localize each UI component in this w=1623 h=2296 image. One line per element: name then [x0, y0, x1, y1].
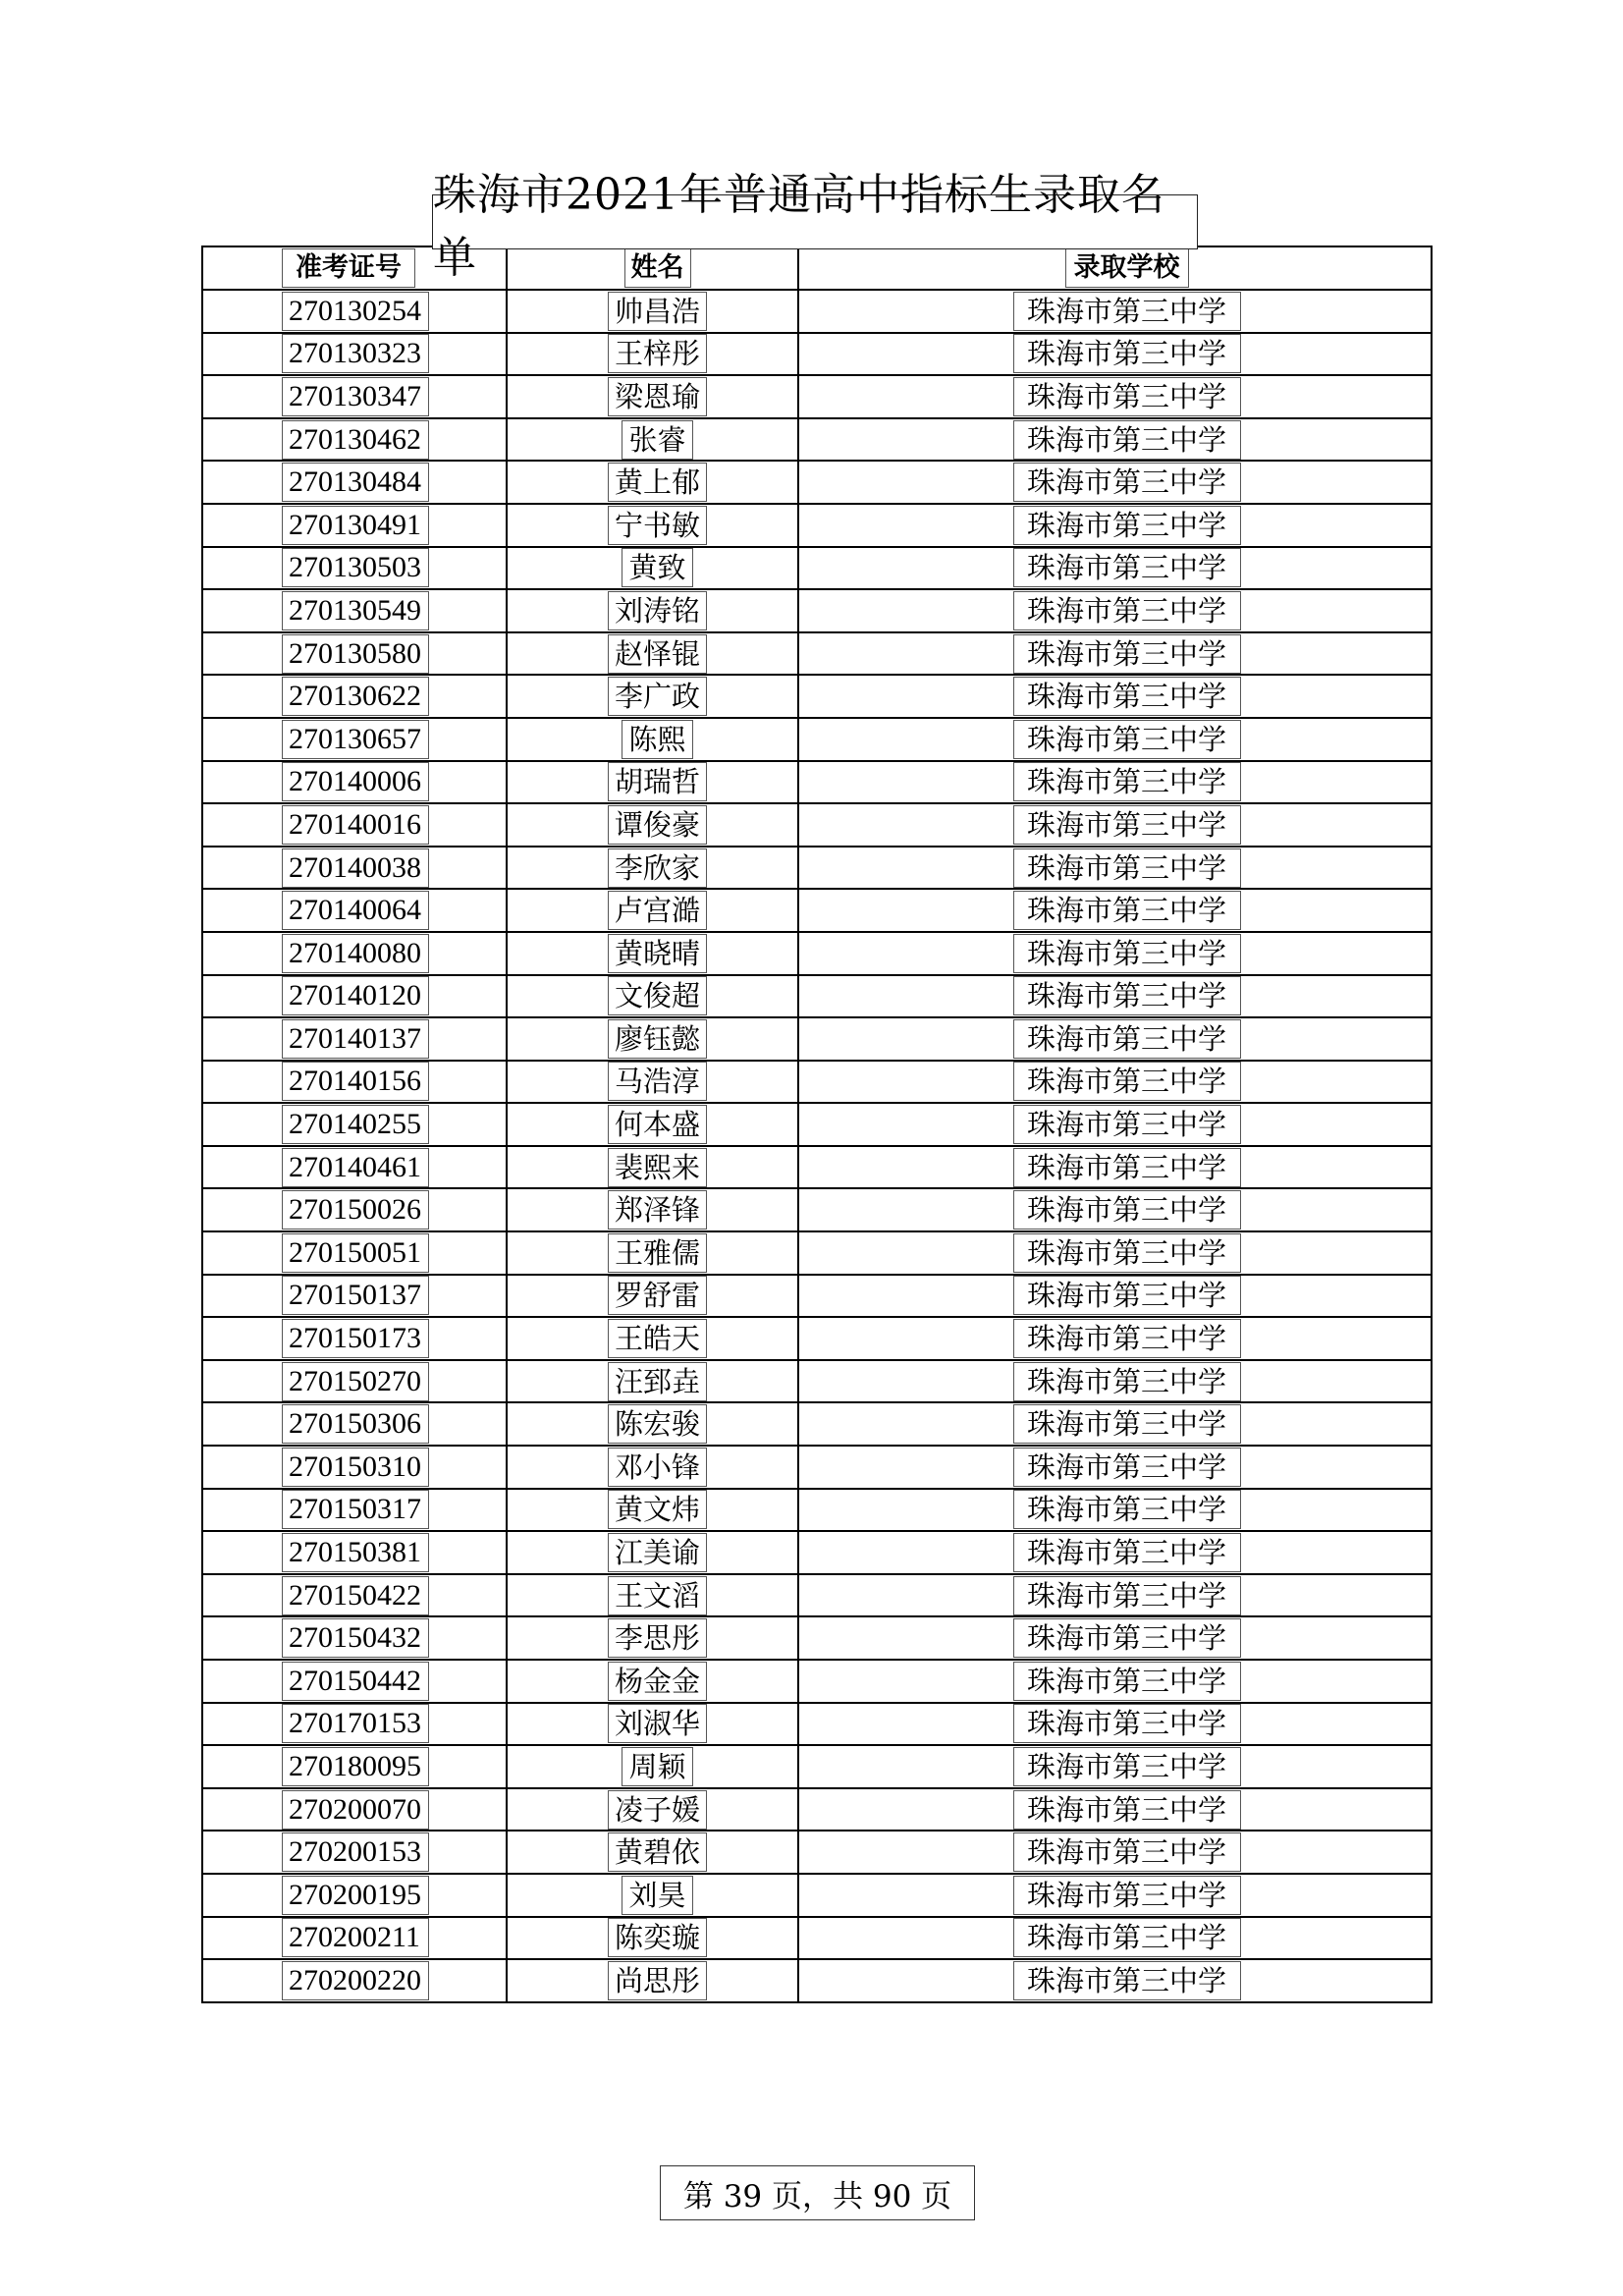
table-row — [202, 1660, 1432, 1703]
student-name-cell — [507, 1745, 798, 1788]
table-row — [202, 1616, 1432, 1660]
student-name-value: 尚思彤 — [608, 1961, 707, 2000]
exam-id-cell — [202, 1017, 507, 1061]
exam-id-value: 270140461 — [282, 1148, 429, 1187]
student-name-cell — [507, 1017, 798, 1061]
student-name-cell — [507, 1489, 798, 1532]
exam-id-value: 270130549 — [282, 591, 429, 630]
school-value: 珠海市第三中学 — [1013, 1961, 1241, 2000]
exam-id-value: 270140016 — [282, 805, 429, 845]
school-cell — [798, 1317, 1432, 1360]
student-name-value: 罗舒雷 — [608, 1276, 707, 1315]
school-value: 珠海市第三中学 — [1013, 548, 1241, 587]
student-name-value: 黄文炜 — [608, 1490, 707, 1529]
header-name-label: 姓名 — [624, 248, 691, 288]
school-value: 珠海市第三中学 — [1013, 1576, 1241, 1615]
exam-id-cell — [202, 461, 507, 504]
student-name-cell — [507, 632, 798, 676]
table-row — [202, 632, 1432, 676]
student-name-value: 刘昊 — [622, 1876, 692, 1915]
student-name-value: 陈宏骏 — [608, 1404, 707, 1444]
school-cell — [798, 889, 1432, 932]
school-cell — [798, 847, 1432, 890]
exam-id-value: 270130657 — [282, 720, 429, 759]
school-value: 珠海市第三中学 — [1013, 976, 1241, 1015]
student-name-cell — [507, 418, 798, 462]
table-row — [202, 1146, 1432, 1189]
table-row — [202, 461, 1432, 504]
exam-id-value: 270140038 — [282, 848, 429, 888]
student-name-cell — [507, 847, 798, 890]
school-cell — [798, 547, 1432, 590]
school-value: 珠海市第三中学 — [1013, 1832, 1241, 1872]
school-value: 珠海市第三中学 — [1013, 634, 1241, 674]
exam-id-value: 270150442 — [282, 1662, 429, 1701]
school-cell — [798, 1703, 1432, 1746]
exam-id-value: 270130323 — [282, 334, 429, 373]
table-row — [202, 589, 1432, 632]
student-name-value: 黄碧依 — [608, 1832, 707, 1872]
student-name-value: 廖钰懿 — [608, 1019, 707, 1059]
school-value: 珠海市第三中学 — [1013, 1918, 1241, 1957]
school-cell — [798, 675, 1432, 718]
student-name-cell — [507, 375, 798, 418]
table-row — [202, 932, 1432, 975]
student-name-cell — [507, 333, 798, 376]
school-cell — [798, 932, 1432, 975]
school-value: 珠海市第三中学 — [1013, 1790, 1241, 1830]
student-name-cell — [507, 1231, 798, 1275]
student-name-value: 黄晓晴 — [608, 934, 707, 973]
exam-id-cell — [202, 589, 507, 632]
exam-id-value: 270180095 — [282, 1747, 429, 1786]
student-name-value: 李思彤 — [608, 1618, 707, 1658]
exam-id-value: 270140080 — [282, 934, 429, 973]
exam-id-value: 270170153 — [282, 1704, 429, 1743]
table-row — [202, 1231, 1432, 1275]
student-name-value: 张睿 — [622, 420, 692, 460]
school-cell — [798, 803, 1432, 847]
school-value: 珠海市第三中学 — [1013, 463, 1241, 502]
exam-id-value: 270140137 — [282, 1019, 429, 1059]
table-row — [202, 1703, 1432, 1746]
school-cell — [798, 1874, 1432, 1917]
student-name-cell — [507, 1317, 798, 1360]
exam-id-cell — [202, 761, 507, 804]
school-cell — [798, 418, 1432, 462]
student-name-cell — [507, 675, 798, 718]
school-value: 珠海市第三中学 — [1013, 1362, 1241, 1401]
school-value: 珠海市第三中学 — [1013, 891, 1241, 930]
student-name-value: 周颖 — [622, 1747, 692, 1786]
exam-id-value: 270130254 — [282, 292, 429, 331]
school-value: 珠海市第三中学 — [1013, 677, 1241, 716]
table-row — [202, 1061, 1432, 1104]
table-row — [202, 1017, 1432, 1061]
exam-id-cell — [202, 375, 507, 418]
exam-id-cell — [202, 803, 507, 847]
table-row — [202, 333, 1432, 376]
exam-id-value: 270150173 — [282, 1319, 429, 1358]
exam-id-cell — [202, 1489, 507, 1532]
student-name-value: 文俊超 — [608, 976, 707, 1015]
table-row — [202, 1317, 1432, 1360]
exam-id-value: 270140006 — [282, 762, 429, 801]
school-value: 珠海市第三中学 — [1013, 1105, 1241, 1144]
school-value: 珠海市第三中学 — [1013, 1404, 1241, 1444]
school-cell — [798, 1360, 1432, 1403]
exam-id-cell — [202, 333, 507, 376]
table-body — [202, 246, 1432, 2002]
student-name-value: 梁恩瑜 — [608, 377, 707, 416]
school-cell — [798, 1103, 1432, 1146]
table-row — [202, 504, 1432, 547]
school-cell — [798, 761, 1432, 804]
school-value: 珠海市第三中学 — [1013, 334, 1241, 373]
school-value: 珠海市第三中学 — [1013, 1019, 1241, 1059]
student-name-value: 王皓天 — [608, 1319, 707, 1358]
table-row — [202, 1788, 1432, 1831]
student-name-cell — [507, 1874, 798, 1917]
exam-id-value: 270150381 — [282, 1533, 429, 1572]
student-name-value: 郑泽锋 — [608, 1190, 707, 1230]
student-name-value: 汪郅垚 — [608, 1362, 707, 1401]
student-name-value: 李欣家 — [608, 848, 707, 888]
student-name-value: 宁书敏 — [608, 506, 707, 545]
school-cell — [798, 1146, 1432, 1189]
school-cell — [798, 1660, 1432, 1703]
student-name-cell — [507, 932, 798, 975]
page-number: 第 39 页，共 90 页 — [660, 2165, 975, 2220]
header-school-label: 录取学校 — [1065, 248, 1189, 288]
table-row — [202, 847, 1432, 890]
table-row — [202, 290, 1432, 333]
student-name-value: 帅昌浩 — [608, 292, 707, 331]
school-cell — [798, 1745, 1432, 1788]
school-cell — [798, 461, 1432, 504]
student-name-cell — [507, 1574, 798, 1617]
school-value: 珠海市第三中学 — [1013, 848, 1241, 888]
header-exam-id-label: 准考证号 — [282, 248, 415, 288]
exam-id-cell — [202, 504, 507, 547]
table-row — [202, 1874, 1432, 1917]
exam-id-cell — [202, 1959, 507, 2002]
exam-id-cell — [202, 1574, 507, 1617]
student-name-cell — [507, 1660, 798, 1703]
exam-id-cell — [202, 889, 507, 932]
school-value: 珠海市第三中学 — [1013, 591, 1241, 630]
student-name-value: 马浩淳 — [608, 1062, 707, 1101]
school-cell — [798, 1489, 1432, 1532]
table-row — [202, 418, 1432, 462]
exam-id-value: 270140156 — [282, 1062, 429, 1101]
student-name-value: 胡瑞哲 — [608, 762, 707, 801]
table-row — [202, 547, 1432, 590]
student-name-value: 邓小锋 — [608, 1448, 707, 1487]
school-value: 珠海市第三中学 — [1013, 720, 1241, 759]
school-cell — [798, 1231, 1432, 1275]
exam-id-value: 270150137 — [282, 1276, 429, 1315]
table-row — [202, 1831, 1432, 1874]
student-name-value: 赵怿锟 — [608, 634, 707, 674]
table-row — [202, 1402, 1432, 1446]
student-name-value: 李广政 — [608, 677, 707, 716]
exam-id-cell — [202, 1917, 507, 1960]
exam-id-value: 270130484 — [282, 463, 429, 502]
exam-id-cell — [202, 547, 507, 590]
school-cell — [798, 375, 1432, 418]
school-value: 珠海市第三中学 — [1013, 1062, 1241, 1101]
school-value: 珠海市第三中学 — [1013, 292, 1241, 331]
student-name-cell — [507, 1360, 798, 1403]
exam-id-cell — [202, 1103, 507, 1146]
admission-table — [201, 246, 1433, 2003]
student-name-value: 卢宫澔 — [608, 891, 707, 930]
table-row — [202, 718, 1432, 761]
exam-id-cell — [202, 1188, 507, 1231]
exam-id-cell — [202, 718, 507, 761]
exam-id-cell — [202, 932, 507, 975]
exam-id-value: 270130491 — [282, 506, 429, 545]
school-value: 珠海市第三中学 — [1013, 1618, 1241, 1658]
student-name-value: 王梓彤 — [608, 334, 707, 373]
student-name-cell — [507, 761, 798, 804]
school-value: 珠海市第三中学 — [1013, 934, 1241, 973]
student-name-cell — [507, 1616, 798, 1660]
table-row — [202, 1446, 1432, 1489]
table-row — [202, 375, 1432, 418]
student-name-cell — [507, 1531, 798, 1574]
table-row — [202, 1103, 1432, 1146]
student-name-cell — [507, 889, 798, 932]
school-cell — [798, 1917, 1432, 1960]
student-name-cell — [507, 1917, 798, 1960]
student-name-cell — [507, 1788, 798, 1831]
school-cell — [798, 1574, 1432, 1617]
student-name-cell — [507, 547, 798, 590]
student-name-value: 王雅儒 — [608, 1233, 707, 1273]
table-row — [202, 1360, 1432, 1403]
school-cell — [798, 504, 1432, 547]
student-name-cell — [507, 1402, 798, 1446]
exam-id-value: 270150422 — [282, 1576, 429, 1615]
exam-id-value: 270200070 — [282, 1790, 429, 1830]
exam-id-value: 270150306 — [282, 1404, 429, 1444]
student-name-cell — [507, 1446, 798, 1489]
table-row — [202, 1489, 1432, 1532]
student-name-cell — [507, 1831, 798, 1874]
student-name-cell — [507, 718, 798, 761]
table-row — [202, 1275, 1432, 1318]
school-cell — [798, 1275, 1432, 1318]
exam-id-cell — [202, 418, 507, 462]
table-row — [202, 1574, 1432, 1617]
exam-id-cell — [202, 1531, 507, 1574]
exam-id-cell — [202, 1660, 507, 1703]
table-row — [202, 889, 1432, 932]
school-value: 珠海市第三中学 — [1013, 1876, 1241, 1915]
school-cell — [798, 632, 1432, 676]
exam-id-value: 270200220 — [282, 1961, 429, 2000]
student-name-cell — [507, 1703, 798, 1746]
student-name-cell — [507, 1146, 798, 1189]
table-row — [202, 803, 1432, 847]
school-cell — [798, 589, 1432, 632]
table-row — [202, 761, 1432, 804]
school-cell — [798, 1616, 1432, 1660]
student-name-value: 何本盛 — [608, 1105, 707, 1144]
student-name-value: 谭俊豪 — [608, 805, 707, 845]
exam-id-value: 270140120 — [282, 976, 429, 1015]
school-value: 珠海市第三中学 — [1013, 1533, 1241, 1572]
student-name-value: 刘淑华 — [608, 1704, 707, 1743]
exam-id-cell — [202, 1275, 507, 1318]
student-name-cell — [507, 1061, 798, 1104]
exam-id-value: 270140064 — [282, 891, 429, 930]
exam-id-value: 270140255 — [282, 1105, 429, 1144]
student-name-cell — [507, 1188, 798, 1231]
school-cell — [798, 1831, 1432, 1874]
exam-id-value: 270130622 — [282, 677, 429, 716]
table-row — [202, 1188, 1432, 1231]
exam-id-cell — [202, 1831, 507, 1874]
student-name-value: 黄上郁 — [608, 463, 707, 502]
student-name-cell — [507, 461, 798, 504]
school-cell — [798, 1531, 1432, 1574]
school-cell — [798, 1959, 1432, 2002]
exam-id-value: 270130503 — [282, 548, 429, 587]
school-cell — [798, 333, 1432, 376]
exam-id-cell — [202, 847, 507, 890]
exam-id-value: 270150051 — [282, 1233, 429, 1273]
school-value: 珠海市第三中学 — [1013, 1190, 1241, 1230]
school-value: 珠海市第三中学 — [1013, 1662, 1241, 1701]
student-name-value: 江美谕 — [608, 1533, 707, 1572]
school-cell — [798, 1788, 1432, 1831]
school-cell — [798, 1188, 1432, 1231]
school-value: 珠海市第三中学 — [1013, 1490, 1241, 1529]
exam-id-value: 270130580 — [282, 634, 429, 674]
student-name-cell — [507, 1959, 798, 2002]
school-cell — [798, 1061, 1432, 1104]
student-name-value: 凌子媛 — [608, 1790, 707, 1830]
table-row — [202, 1745, 1432, 1788]
student-name-value: 黄致 — [622, 548, 692, 587]
school-cell — [798, 1017, 1432, 1061]
school-value: 珠海市第三中学 — [1013, 1233, 1241, 1273]
exam-id-cell — [202, 290, 507, 333]
school-value: 珠海市第三中学 — [1013, 1276, 1241, 1315]
student-name-cell — [507, 975, 798, 1018]
exam-id-value: 270150310 — [282, 1448, 429, 1487]
school-cell — [798, 1446, 1432, 1489]
student-name-value: 杨金金 — [608, 1662, 707, 1701]
exam-id-value: 270200211 — [282, 1918, 429, 1957]
exam-id-cell — [202, 1745, 507, 1788]
school-value: 珠海市第三中学 — [1013, 1747, 1241, 1786]
school-cell — [798, 290, 1432, 333]
school-value: 珠海市第三中学 — [1013, 1319, 1241, 1358]
exam-id-cell — [202, 1788, 507, 1831]
exam-id-cell — [202, 675, 507, 718]
exam-id-value: 270150432 — [282, 1618, 429, 1658]
school-value: 珠海市第三中学 — [1013, 805, 1241, 845]
exam-id-value: 270200153 — [282, 1832, 429, 1872]
exam-id-value: 270130462 — [282, 420, 429, 460]
student-name-cell — [507, 803, 798, 847]
document-title: 珠海市2021年普通高中指标生录取名单 — [432, 194, 1198, 249]
table-row — [202, 675, 1432, 718]
exam-id-cell — [202, 1874, 507, 1917]
exam-id-value: 270130347 — [282, 377, 429, 416]
school-cell — [798, 1402, 1432, 1446]
school-value: 珠海市第三中学 — [1013, 506, 1241, 545]
school-cell — [798, 718, 1432, 761]
exam-id-cell — [202, 1146, 507, 1189]
school-value: 珠海市第三中学 — [1013, 1148, 1241, 1187]
school-cell — [798, 975, 1432, 1018]
student-name-value: 陈奕璇 — [608, 1918, 707, 1957]
school-value: 珠海市第三中学 — [1013, 1448, 1241, 1487]
table-row — [202, 975, 1432, 1018]
student-name-cell — [507, 504, 798, 547]
exam-id-cell — [202, 632, 507, 676]
exam-id-cell — [202, 1616, 507, 1660]
student-name-cell — [507, 589, 798, 632]
student-name-value: 王文滔 — [608, 1576, 707, 1615]
exam-id-cell — [202, 1061, 507, 1104]
school-value: 珠海市第三中学 — [1013, 420, 1241, 460]
exam-id-cell — [202, 1231, 507, 1275]
school-value: 珠海市第三中学 — [1013, 762, 1241, 801]
exam-id-cell — [202, 975, 507, 1018]
exam-id-value: 270150270 — [282, 1362, 429, 1401]
exam-id-value: 270200195 — [282, 1876, 429, 1915]
school-value: 珠海市第三中学 — [1013, 377, 1241, 416]
table-row — [202, 1531, 1432, 1574]
exam-id-value: 270150317 — [282, 1490, 429, 1529]
exam-id-cell — [202, 1402, 507, 1446]
student-name-cell — [507, 1103, 798, 1146]
student-name-value: 刘涛铭 — [608, 591, 707, 630]
student-name-value: 裴熙来 — [608, 1148, 707, 1187]
table-row — [202, 1917, 1432, 1960]
exam-id-value: 270150026 — [282, 1190, 429, 1230]
table-row — [202, 1959, 1432, 2002]
school-value: 珠海市第三中学 — [1013, 1704, 1241, 1743]
student-name-cell — [507, 1275, 798, 1318]
student-name-cell — [507, 290, 798, 333]
student-name-value: 陈熙 — [622, 720, 692, 759]
exam-id-cell — [202, 1446, 507, 1489]
exam-id-cell — [202, 1360, 507, 1403]
exam-id-cell — [202, 1703, 507, 1746]
exam-id-cell — [202, 1317, 507, 1360]
